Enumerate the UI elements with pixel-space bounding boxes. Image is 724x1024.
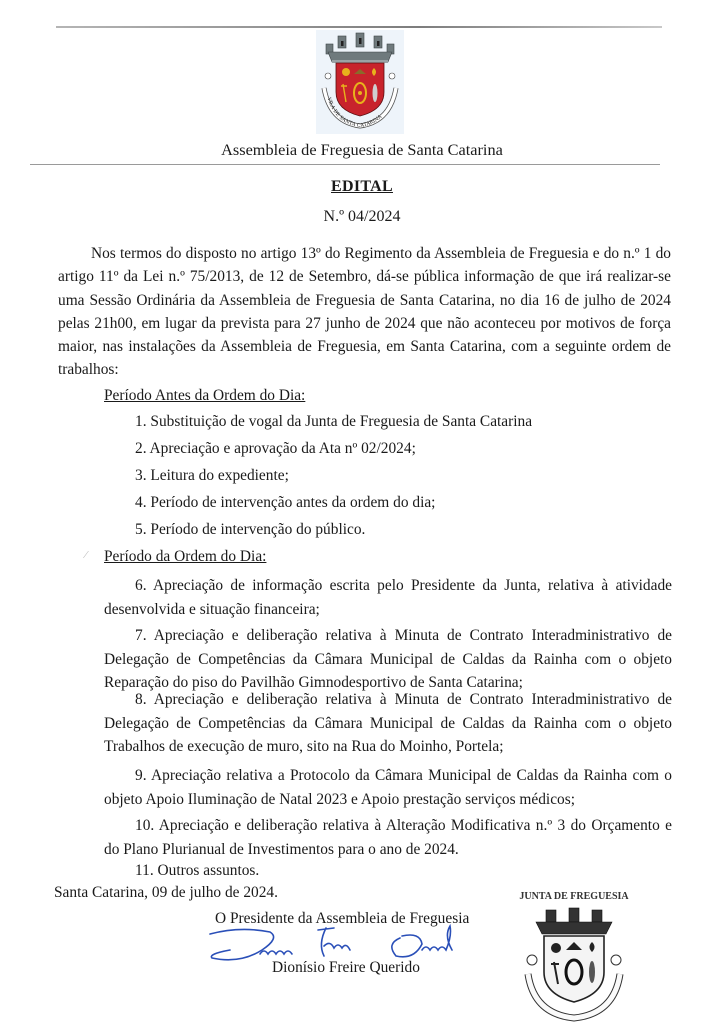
header-rule [30, 164, 660, 165]
scan-mark: ⁄ [85, 549, 87, 561]
agenda-item: 4. Período de intervenção antes da ordem do dia; [135, 494, 436, 511]
document-number: N.º 04/2024 [323, 208, 401, 225]
stamp-label: JUNTA DE FREGUESIA [519, 891, 629, 902]
signatory-name: Dionísio Freire Querido [272, 959, 420, 976]
official-stamp [514, 886, 634, 1022]
coat-of-arms-icon [316, 30, 404, 134]
stamp-crest-icon [514, 904, 634, 1024]
crest-motto: VILA DE SANTA CATARINA [325, 96, 384, 130]
section-heading-agenda: Período da Ordem do Dia: [104, 548, 267, 565]
place-and-date: Santa Catarina, 09 de julho de 2024. [54, 884, 278, 901]
agenda-item: 8. Apreciação e deliberação relativa à Minuta de Contrato Interadministrativo de Delegação de Competências da Câmara Municipal de Caldas da Rainha com o objeto Trabalhos de execução de muro, sito na Rua do Moinho, Portela; [104, 691, 672, 755]
agenda-item: 3. Leitura do expediente; [135, 467, 289, 484]
header-title: Assembleia de Freguesia de Santa Catarina [221, 140, 503, 159]
agenda-item: 10. Apreciação e deliberação relativa à Alteração Modificativa n.º 3 do Orçamento e do Plano Plurianual de Investimentos para o ano de 2024. [104, 817, 672, 858]
agenda-item: 7. Apreciação e deliberação relativa à Minuta de Contrato Interadministrativo de Delegação de Competências da Câmara Municipal de Caldas da Rainha com o objeto Reparação do piso do Pavilhão Gimnodesportivo de Santa Catarina; [104, 627, 672, 691]
document-title: EDITAL [331, 178, 393, 195]
agenda-item: 9. Apreciação relativa a Protocolo da Câmara Municipal de Caldas da Rainha com o objeto Apoio Iluminação de Natal 2023 e Apoio prestação serviços médicos; [104, 767, 672, 808]
coat-of-arms [316, 30, 404, 134]
agenda-item: 11. Outros assuntos. [135, 862, 260, 879]
agenda-item: 6. Apreciação de informação escrita pelo Presidente da Junta, relativa à atividade desenvolvida e situação financeira; [104, 577, 672, 618]
section-heading-before-agenda: Período Antes da Ordem do Dia: [104, 387, 306, 404]
intro-paragraph: Nos termos do disposto no artigo 13º do Regimento da Assembleia de Freguesia e do n.º 1 do artigo 11º da Lei n.º 75/2013, de 12 de Setembro, dá-se pública informação de que irá realizar-se uma Sessão Ordinária da Assembleia de Freguesia de Santa Catarina, no dia 16 de julho de 2024 pelas 21h00, em lugar da prevista para 27 junho de 2024 que não aconteceu por motivos de força maior, nas instalações da Assembleia de Freguesia, em Santa Catarina, com a seguinte ordem de trabalhos: [58, 245, 671, 379]
agenda-item: 2. Apreciação e aprovação da Ata nº 02/2024; [135, 440, 416, 457]
top-rule [56, 26, 662, 28]
signatory-role: O Presidente da Assembleia de Freguesia [215, 910, 470, 927]
agenda-item: 1. Substituição de vogal da Junta de Freguesia de Santa Catarina [135, 413, 533, 430]
agenda-item: 5. Período de intervenção do público. [135, 521, 366, 538]
